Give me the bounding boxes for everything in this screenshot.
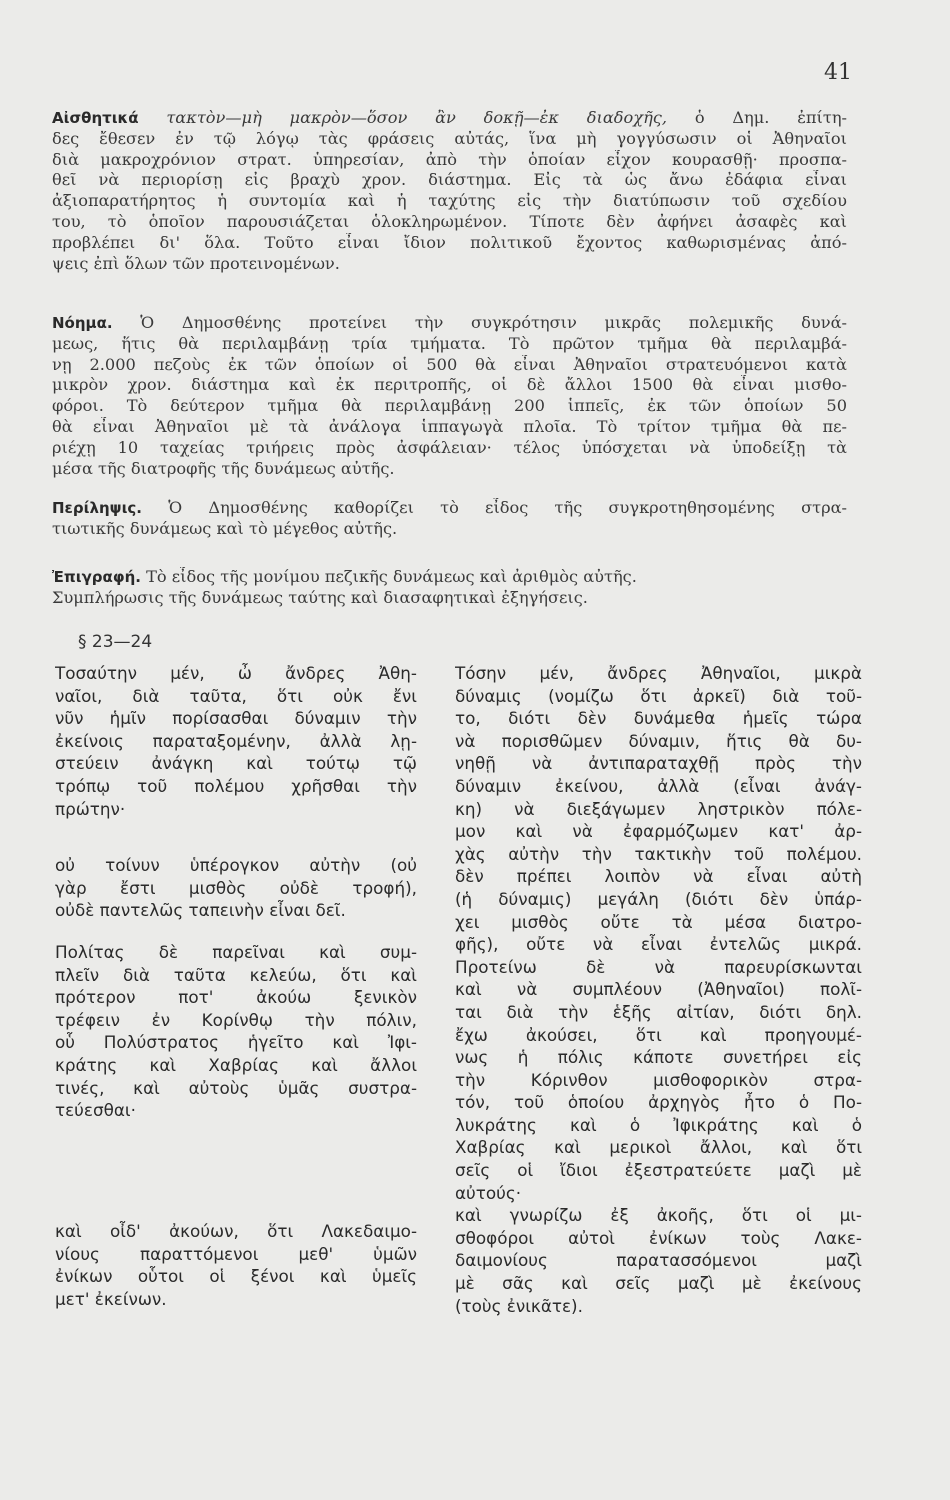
greek-line: τρέφειν ἐν Κορίνθῳ τὴν πόλιν, xyxy=(55,1009,417,1030)
heading-summary: Περίληψις. xyxy=(52,499,142,517)
greek-text-paragraph-3 xyxy=(55,941,417,1122)
commentary-line: φόροι. Τὸ δεύτερον τμῆμα θὰ περιλαμβάνῃ 200 ἱππεῖς, ἐκ τῶν ὁποίων 50 xyxy=(52,396,847,416)
greek-text-paragraph-1 xyxy=(55,662,417,820)
greek-line: οὗ Πολύστρατος ἡγεῖτο καὶ Ἰφι- xyxy=(55,1032,417,1053)
commentary-meaning xyxy=(52,313,847,479)
greek-line: οὐδὲ παντελῶς ταπεινὴν εἶναι δεῖ. xyxy=(55,900,346,921)
greek-line: τεύεσθαι· xyxy=(55,1100,136,1121)
greek-line: πλεῖν διὰ ταῦτα κελεύω, ὅτι καὶ xyxy=(55,964,417,985)
commentary-line: μέσα τῆς διατροφῆς τῆς δυνάμεως αὐτῆς. xyxy=(52,458,395,478)
translation-line: (ἡ δύναμις) μεγάλη (διότι δὲν ὑπάρ- xyxy=(455,888,862,909)
translation-line: Τόσην μέν, ἄνδρες Ἀθηναῖοι, μικρὰ xyxy=(455,663,862,683)
greek-line: ἐκείνοις παραταξομένην, ἀλλὰ λῃ- xyxy=(55,730,417,751)
page-number: 41 xyxy=(824,60,852,85)
translation-line: νως ἡ πόλις κάποτε συνετήρει εἰς xyxy=(455,1047,862,1068)
greek-line: τινές, καὶ αὐτοὺς ὑμᾶς συστρα- xyxy=(55,1077,417,1098)
commentary-line: θὰ εἶναι Ἀθηναῖοι μὲ τὰ ἀνάλογα ἱππαγωγὰ πλοῖα. Τὸ τρίτον τμῆμα θὰ πε- xyxy=(52,416,847,436)
greek-line: Πολίτας δὲ παρεῖναι καὶ συμ- xyxy=(55,942,417,962)
quoted-phrases: τακτὸν—μὴ μακρὸν—ὅσον ἂν δοκῇ—ἐκ διαδοχῆς, xyxy=(166,108,667,127)
commentary-line: μεως, ἥτις θὰ περιλαμβάνῃ τρία τμήματα. Τὸ πρῶτον τμῆμα θὰ περιλαμβά- xyxy=(52,333,847,353)
greek-line: γὰρ ἔστι μισθὸς οὐδὲ τροφή), xyxy=(55,877,417,898)
translation-line: κη) νὰ διεξάγωμεν ληστρικὸν πόλε- xyxy=(455,798,862,819)
translation-line: νὰ πορισθῶμεν δύναμιν, ἥτις θὰ δυ- xyxy=(455,730,862,751)
commentary-line: ψεις ἐπὶ ὅλων τῶν προτεινομένων. xyxy=(52,253,340,273)
greek-line: νίους παραττόμενοι μεθ' ὑμῶν xyxy=(55,1243,417,1264)
translation-line: δὲν πρέπει λοιπὸν νὰ εἶναι αὐτὴ xyxy=(455,866,862,887)
commentary-line: ἀξιοπαρατήρητος ἡ συντομία καὶ ἡ ταχύτης εἰς τὴν διατύπωσιν τοῦ σχεδίου xyxy=(52,191,847,211)
translation-line: ται διὰ τὴν ἑξῆς αἰτίαν, διότι δηλ. xyxy=(455,1001,862,1022)
commentary-line: μικρὸν χρον. διάστημα καὶ ἐκ περιτροπῆς, οἱ δὲ ἄλλοι 1500 θὰ εἶναι μισθο- xyxy=(52,375,847,395)
commentary-line: Συμπλήρωσις τῆς δυνάμεως ταύτης καὶ διασαφητικαὶ ἐξηγήσεις. xyxy=(52,587,588,607)
greek-line: μετ' ἐκείνων. xyxy=(55,1288,167,1309)
heading-aesthetics: Αἰσθητικά xyxy=(52,109,139,127)
greek-line: ναῖοι, διὰ ταῦτα, ὅτι οὐκ ἔνι xyxy=(55,685,417,706)
translation-line: μὲ σᾶς καὶ σεῖς μαζὶ μὲ ἐκείνους xyxy=(455,1273,862,1294)
greek-text-paragraph-2 xyxy=(55,854,417,922)
commentary-aesthetics xyxy=(52,108,847,274)
commentary-line: θεῖ νὰ περιορίσῃ εἰς βραχὺ χρον. διάστημα. Εἰς τὰ ὡς ἄνω ἐδάφια εἶναι xyxy=(52,170,847,190)
greek-line: στεύειν ἀνάγκη καὶ τούτῳ τῷ xyxy=(55,753,417,774)
translation-line: σεῖς οἱ ἴδιοι ἐξεστρατεύετε μαζὶ μὲ xyxy=(455,1160,862,1181)
greek-line: τρόπῳ τοῦ πολέμου χρῆσθαι τὴν xyxy=(55,775,417,796)
commentary-line: διὰ μακροχρόνιον στρατ. ὑπηρεσίαν, ἀπὸ τὴν ὁποίαν εἶχον κουρασθῇ· προσπα- xyxy=(52,149,847,169)
translation-line: νηθῇ νὰ ἀντιπαραταχθῇ πρὸς τὴν xyxy=(455,753,862,774)
translation-line: καὶ γνωρίζω ἐξ ἀκοῆς, ὅτι οἱ μι- xyxy=(455,1205,862,1226)
greek-line: Τοσαύτην μέν, ὦ ἄνδρες Ἀθη- xyxy=(55,663,417,683)
commentary-line: ριέχῃ 10 ταχείας τριήρεις πρὸς ἀσφάλειαν· τέλος ὑπόσχεται νὰ ὑποδείξῃ τὰ xyxy=(52,437,847,457)
commentary-line: δες ἔθεσεν ἐν τῷ λόγῳ τὰς φράσεις αὐτάς, ἵνα μὴ γογγύσωσιν οἱ Ἀθηναῖοι xyxy=(52,128,847,148)
translation-line: Χαβρίας καὶ μερικοὶ ἄλλοι, καὶ ὅτι xyxy=(455,1137,862,1158)
commentary-line: Ἐπιγραφή. Τὸ εἶδος τῆς μονίμου πεζικῆς δυνάμεως καὶ ἀριθμὸς αὐτῆς. xyxy=(52,567,637,586)
commentary-title xyxy=(52,567,847,609)
commentary-summary xyxy=(52,498,847,540)
greek-line: κράτης καὶ Χαβρίας καὶ ἄλλοι xyxy=(55,1054,417,1075)
commentary-line: τιωτικῆς δυνάμεως καὶ τὸ μέγεθος αὐτῆς. xyxy=(52,518,398,538)
translation-line: φῆς), οὔτε νὰ εἶναι ἐντελῶς μικρά. xyxy=(455,934,862,955)
greek-line: πρότερον ποτ' ἀκούω ξενικὸν xyxy=(55,987,417,1008)
translation-line: λυκράτης καὶ ὁ Ἰφικράτης καὶ ὁ xyxy=(455,1114,862,1135)
greek-line: νῦν ἡμῖν πορίσασθαι δύναμιν τὴν xyxy=(55,708,417,729)
commentary-line: Περίληψις. Ὁ Δημοσθένης καθορίζει τὸ εἶδος τῆς συγκροτηθησομένης στρα- xyxy=(52,498,847,517)
translation-line: το, διότι δὲν δυνάμεθα ἡμεῖς τώρα xyxy=(455,708,862,729)
commentary-line: Αἰσθητικά τακτὸν—μὴ μακρὸν—ὅσον ἂν δοκῇ—ἐκ διαδοχῆς, ὁ Δημ. ἐπίτη- xyxy=(52,108,847,127)
translation-line: σθοφόροι αὐτοὶ ἐνίκων τοὺς Λακε- xyxy=(455,1227,862,1248)
translation-line: χει μισθὸς οὔτε τὰ μέσα διατρο- xyxy=(455,911,862,932)
translation-line: δαιμονίους παρατασσόμενοι μαζὶ xyxy=(455,1250,862,1271)
translation-line: δύναμιν ἐκείνου, ἀλλὰ (εἶναι ἀνάγ- xyxy=(455,775,862,796)
translation-line: καὶ νὰ συμπλέουν (Ἀθηναῖοι) πολῖ- xyxy=(455,979,862,1000)
commentary-line: προβλέπει δι' ὅλα. Τοῦτο εἶναι ἴδιον πολιτικοῦ ἔχοντος καθωρισμένας ἀπό- xyxy=(52,232,847,252)
greek-line: ἐνίκων οὗτοι οἱ ξένοι καὶ ὑμεῖς xyxy=(55,1266,417,1287)
greek-line: πρώτην· xyxy=(55,798,126,819)
translation-line: ἔχω ἀκούσει, ὅτι καὶ προηγουμέ- xyxy=(455,1024,862,1045)
translation-line: δύναμις (νομίζω ὅτι ἀρκεῖ) διὰ τοῦ- xyxy=(455,685,862,706)
commentary-line: του, τὸ ὁποῖον παρουσιάζεται ὁλοκληρωμένον. Τίποτε δὲν ἀφήνει ἀσαφὲς καὶ xyxy=(52,211,847,231)
translation-line: τόν, τοῦ ὁποίου ἀρχηγὸς ἦτο ὁ Πο- xyxy=(455,1092,862,1113)
heading-meaning: Νόημα. xyxy=(52,314,113,332)
section-reference: § 23—24 xyxy=(78,632,153,652)
translation-line: μον καὶ νὰ ἐφαρμόζωμεν κατ' ἀρ- xyxy=(455,821,862,842)
translation-line: (τοὺς ἐνικᾶτε). xyxy=(455,1295,583,1316)
greek-line: οὐ τοίνυν ὑπέρογκον αὐτὴν (οὐ xyxy=(55,855,417,875)
translation-line: Προτείνω δὲ νὰ παρευρίσκωνται xyxy=(455,956,862,977)
heading-title: Ἐπιγραφή. xyxy=(52,568,141,586)
translation-column xyxy=(455,662,862,1317)
greek-text-paragraph-4 xyxy=(55,1220,417,1310)
translation-line: χὰς αὐτὴν τὴν τακτικὴν τοῦ πολέμου. xyxy=(455,843,862,864)
translation-line: τὴν Κόρινθον μισθοφορικὸν στρα- xyxy=(455,1069,862,1090)
translation-line: αὐτούς· xyxy=(455,1182,522,1203)
greek-line: καὶ οἶδ' ἀκούων, ὅτι Λακεδαιμο- xyxy=(55,1221,417,1241)
commentary-line: Νόημα. Ὁ Δημοσθένης προτείνει τὴν συγκρότησιν μικρᾶς πολεμικῆς δυνά- xyxy=(52,313,847,332)
commentary-line: νῃ 2.000 πεζοὺς ἐκ τῶν ὁποίων οἱ 500 θὰ εἶναι Ἀθηναῖοι στρατευόμενοι κατὰ xyxy=(52,354,847,374)
